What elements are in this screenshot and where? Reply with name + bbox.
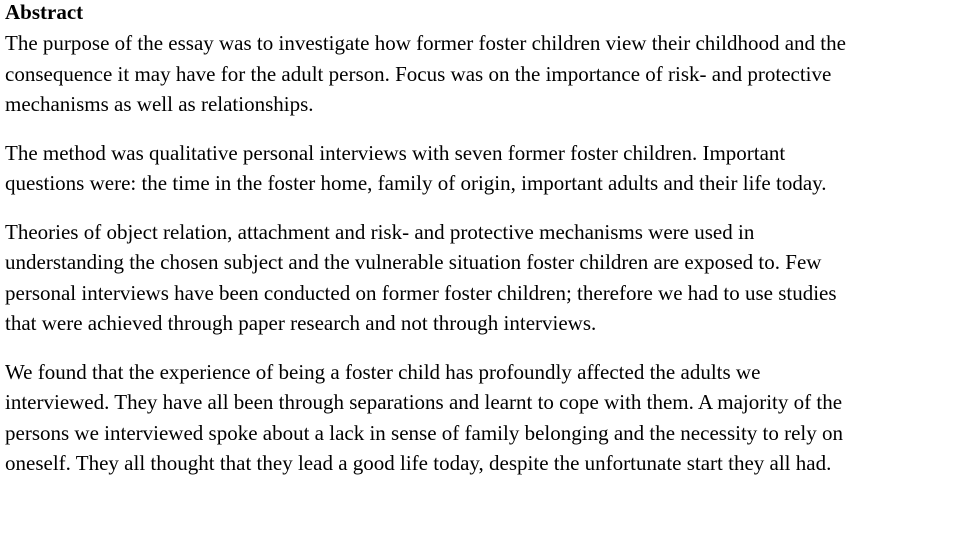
text-line: understanding the chosen subject and the vulnerable situation foster children are exposed to. Few [5,250,822,274]
abstract-heading: Abstract [5,0,84,24]
text-line: The purpose of the essay was to investigate how former foster children view their childhood and the [5,31,846,55]
text-line: Theories of object relation, attachment and risk- and protective mechanisms were used in [5,219,755,244]
text-line: questions were: the time in the foster home, family of origin, important adults and their life today. [5,171,827,195]
paragraph-purpose [5,28,955,120]
paragraph-theories [5,217,955,339]
paragraph-findings [5,357,955,479]
text-line: persons we interviewed spoke about a lack in sense of family belonging and the necessity to rely on [5,420,844,445]
paragraph-method [5,138,955,199]
document-page [5,0,955,479]
text-line: personal interviews have been conducted on former foster children; therefore we had to use studies [5,280,837,305]
text-line: oneself. They all thought that they lead a good life today, despite the unfortunate start they all had. [5,451,832,475]
text-line: that were achieved through paper research and not through interviews. [5,311,597,335]
text-line: The method was qualitative personal interviews with seven former foster children. Important [5,140,786,165]
text-line: interviewed. They have all been through separations and learnt to cope with them. A majority of the [5,390,843,414]
text-line: mechanisms as well as relationships. [5,92,314,116]
text-line: consequence it may have for the adult person. Focus was on the importance of risk- and protective [5,61,832,86]
text-line: We found that the experience of being a foster child has profoundly affected the adults we [5,359,761,384]
